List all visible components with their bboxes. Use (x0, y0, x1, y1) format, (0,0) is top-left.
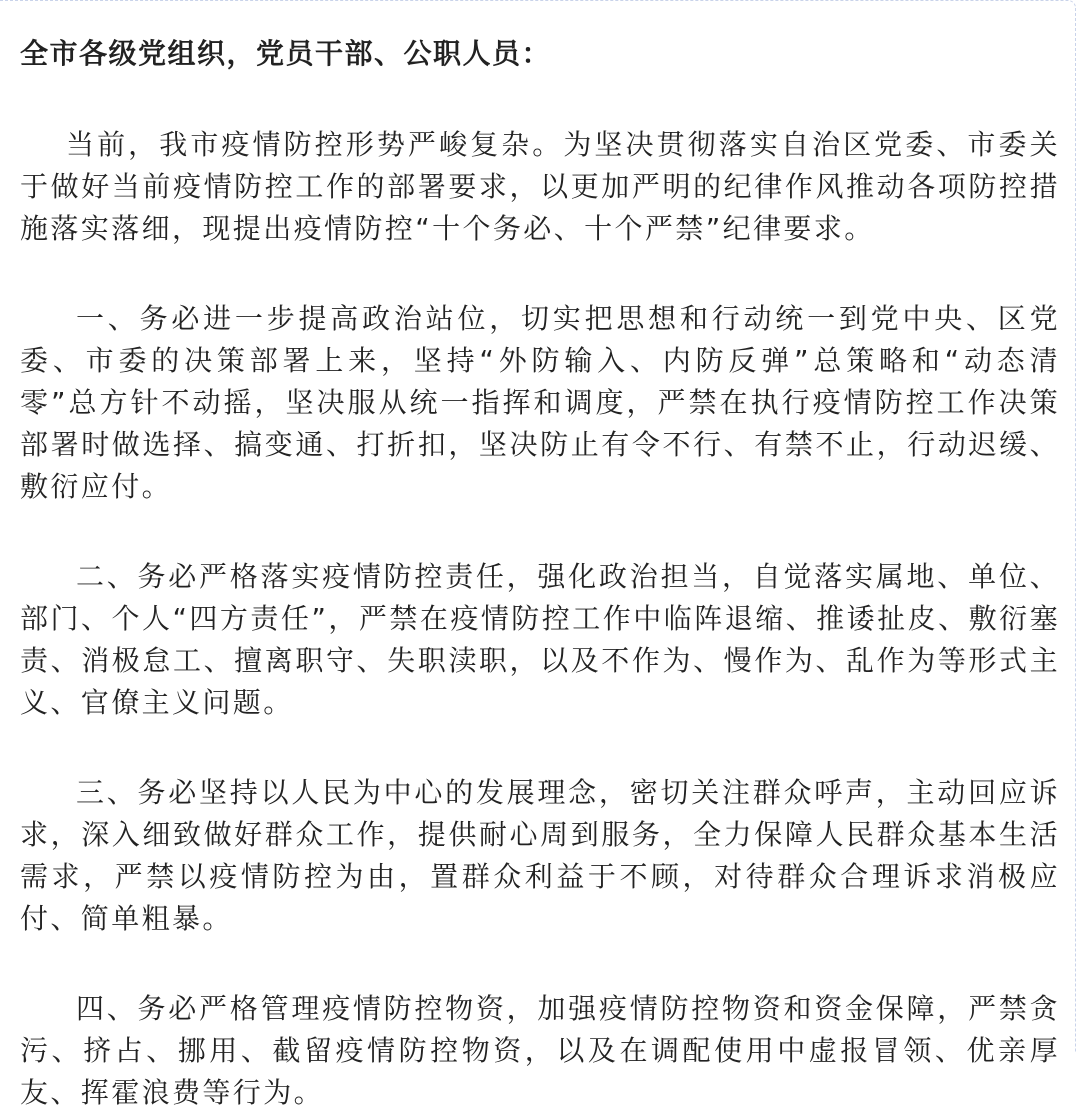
item-paragraph-2: 二、务必严格落实疫情防控责任，强化政治担当，自觉落实属地、单位、部门、个人“四方责任”，严禁在疫情防控工作中临阵退缩、推诿扯皮、敷衍塞责、消极怠工、擅离职守、失职渎职，以及不作为、慢作为、乱作为等形式主义、官僚主义问题。 (20, 560, 1060, 719)
item-paragraph-1: 一、务必进一步提高政治站位，切实把思想和行动统一到党中央、区党委、市委的决策部署上来，坚持“外防输入、内防反弹”总策略和“动态清零”总方针不动摇，坚决服从统一指挥和调度，严禁在执行疫情防控工作决策部署时做选择、搞变通、打折扣，坚决防止有令不行、有禁不止，行动迟缓、敷衍应付。 (20, 302, 1060, 503)
document-body (20, 32, 1060, 1114)
salutation: 全市各级党组织，党员干部、公职人员： (20, 37, 552, 70)
item-paragraph-4: 四、务必严格管理疫情防控物资，加强疫情防控物资和资金保障，严禁贪污、挤占、挪用、截留疫情防控物资，以及在调配使用中虚报冒领、优亲厚友、挥霍浪费等行为。 (20, 992, 1060, 1109)
item-paragraph-3: 三、务必坚持以人民为中心的发展理念，密切关注群众呼声，主动回应诉求，深入细致做好群众工作，提供耐心周到服务，全力保障人民群众基本生活需求，严禁以疫情防控为由，置群众利益于不顾，对待群众合理诉求消极应付、简单粗暴。 (20, 776, 1060, 935)
intro-paragraph: 当前，我市疫情防控形势严峻复杂。为坚决贯彻落实自治区党委、市委关于做好当前疫情防控工作的部署要求，以更加严明的纪律作风推动各项防控措施落实落细，现提出疫情防控“十个务必、十个严禁”纪律要求。 (20, 128, 1060, 245)
